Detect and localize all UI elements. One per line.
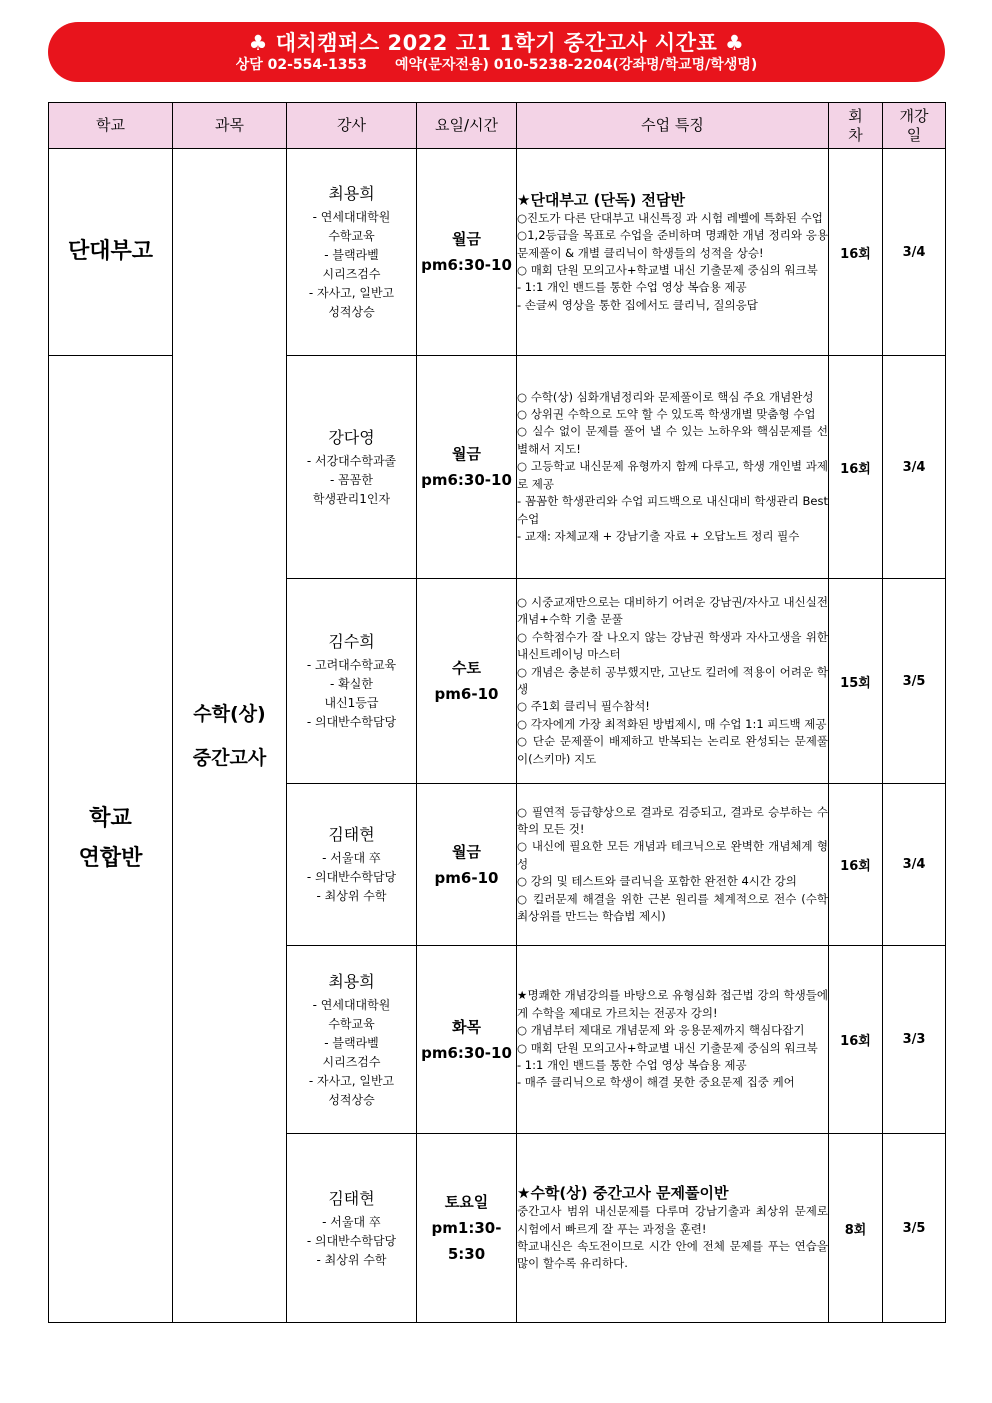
start-date: 3/3 <box>883 946 946 1134</box>
teacher-info: - 서울대 卒 - 의대반수학담당 - 최상위 수학 <box>306 1214 397 1267</box>
features-text: ○진도가 다른 단대부고 내신특징 과 시험 레벨에 특화된 수업 ○1,2등급을 목표로 수업을 준비하며 명쾌한 개념 정리와 응용문제풀이 & 개별 클리닉이 학생들의 성적을 상승! ○ 매회 단원 모의고사+학교별 내신 기출문제 중심의 워크북 - 1:1 개인 밴드를 통한 수업 영상 복습용 제공 - 손글씨 영상을 통한 집에서도 클리닉, 질의응답 <box>517 210 828 312</box>
session-count: 16회 <box>829 356 883 579</box>
teacher-name: 김태현 <box>328 1188 375 1208</box>
col-header-count: 회 차 <box>829 103 883 149</box>
start-date: 3/4 <box>883 784 946 946</box>
features-text: ★명쾌한 개념강의를 바탕으로 유형심화 접근법 강의 학생들에게 수학을 제대로 가르치는 전공자 강의! ○ 개념부터 제대로 개념문제 와 응용문제까지 핵심다잡기 ○ 매회 단원 모의고사+학교별 내신 기출문제 중심의 워크북 - 1:1 개인 밴드를 통한 수업 영상 복습용 제공 - 매주 클리닉으로 학생이 해결 못한 중요문제 집중 케어 <box>517 988 828 1090</box>
reservation-phone: 예약(문자전용) 010-5238-2204(강좌명/학교명/학생명) <box>394 57 758 73</box>
class-features <box>517 149 829 356</box>
start-date: 3/4 <box>883 356 946 579</box>
subject-name: 수학(상) 중간고사 <box>173 149 287 1323</box>
class-features <box>517 946 829 1134</box>
teacher-info: - 서울대 卒 - 의대반수학담당 - 최상위 수학 <box>306 851 397 903</box>
col-header-teacher: 강사 <box>287 103 417 149</box>
table-row <box>49 149 946 356</box>
col-header-features: 수업 특징 <box>517 103 829 149</box>
features-text: ○ 필연적 등급향상으로 결과로 검증되고, 결과로 승부하는 수학의 모든 것! ○ 내신에 필요한 모든 개념과 테크닉으로 완벽한 개념체계 형성 ○ 강의 및 테스트와 클리닉을 포함한 완전한 4시간 강의 ○ 킬러문제 해결을 위한 근본 원리를 체계적으로 전수 (수학 최상위를 만드는 학습법 제시) <box>517 804 828 924</box>
class-features <box>517 579 829 784</box>
class-features <box>517 1134 829 1323</box>
teacher-info: - 연세대대학원 수학교육 - 블랙라벨 시리즈검수 - 자사고, 일반고 성적상승 <box>308 997 395 1107</box>
class-features <box>517 356 829 579</box>
school-name: 단대부고 <box>49 149 173 356</box>
class-time: 월금 pm6:30-10 <box>417 149 517 356</box>
teacher-name: 강다영 <box>328 427 375 447</box>
session-count: 16회 <box>829 946 883 1134</box>
school-name: 학교 연합반 <box>49 356 173 1323</box>
contact-phone: 상담 02-554-1353 <box>235 57 367 73</box>
teacher-cell <box>287 784 417 946</box>
schedule-table <box>48 102 946 1323</box>
class-time: 월금 pm6:30-10 <box>417 356 517 579</box>
col-header-start: 개강 일 <box>883 103 946 149</box>
col-header-school: 학교 <box>49 103 173 149</box>
teacher-name: 최용희 <box>328 971 375 991</box>
table-header-row <box>49 103 946 149</box>
teacher-cell <box>287 149 417 356</box>
contact-line <box>48 55 945 75</box>
start-date: 3/5 <box>883 579 946 784</box>
features-heading: ★단대부고 (단독) 전담반 <box>517 190 686 209</box>
features-text: 중간고사 범위 내신문제를 다루며 강남기출과 최상위 문제로 시험에서 빠르게 잘 푸는 과정을 훈련! 학교내신은 속도전이므로 시간 안에 전체 문제를 푸는 연습을 많이 할수록 유리하다. <box>517 1204 828 1271</box>
features-text: ○ 시중교재만으로는 대비하기 어려운 강남권/자사고 내신실전 개념+수학 기출 문풀 ○ 수학점수가 잘 나오지 않는 강남권 학생과 자사고생을 위한 내신트레이닝 마스터 ○ 개념은 충분히 공부했지만, 고난도 킬러에 적용이 어려운 학생 ○ 주1회 클리닉 필수참석! ○ 각자에게 가장 최적화된 방법제시, 매 수업 1:1 피드백 제공 ○ 단순 문제풀이 배제하고 반복되는 논리로 완성되는 문제풀이(스키마) 지도 <box>517 594 828 766</box>
teacher-info: - 서강대수학과졸 - 꼼꼼한 학생관리1인자 <box>306 453 397 506</box>
session-count: 8회 <box>829 1134 883 1323</box>
class-time: 수토 pm6-10 <box>417 579 517 784</box>
session-count: 16회 <box>829 784 883 946</box>
teacher-cell <box>287 356 417 579</box>
start-date: 3/4 <box>883 149 946 356</box>
teacher-name: 김태현 <box>328 825 375 844</box>
teacher-name: 김수희 <box>328 632 375 651</box>
session-count: 15회 <box>829 579 883 784</box>
title-banner <box>48 22 945 82</box>
class-time: 월금 pm6-10 <box>417 784 517 946</box>
class-features <box>517 784 829 946</box>
teacher-cell <box>287 1134 417 1323</box>
teacher-cell <box>287 946 417 1134</box>
teacher-info: - 고려대수학교육 - 확실한 내신1등급 - 의대반수학담당 <box>306 658 397 729</box>
class-time: 화목 pm6:30-10 <box>417 946 517 1134</box>
class-time: 토요일 pm1:30- 5:30 <box>417 1134 517 1323</box>
teacher-cell <box>287 579 417 784</box>
start-date: 3/5 <box>883 1134 946 1323</box>
col-header-time: 요일/시간 <box>417 103 517 149</box>
col-header-subject: 과목 <box>173 103 287 149</box>
session-count: 16회 <box>829 149 883 356</box>
page-title: ♣ 대치캠퍼스 2022 고1 1학기 중간고사 시간표 ♣ <box>248 31 745 55</box>
features-text: ○ 수학(상) 심화개념정리와 문제풀이로 핵심 주요 개념완성 ○ 상위권 수학으로 도약 할 수 있도록 학생개별 맞춤형 수업 ○ 실수 없이 문제를 풀어 낼 수 있는 노하우와 핵심문제를 선별해서 지도! ○ 고등학교 내신문제 유형까지 함께 다루고, 학생 개인별 과제로 제공 - 꼼꼼한 학생관리와 수업 피드백으로 내신대비 학생관리 Best수업 - 교재: 자체교재 + 강남기출 자료 + 오답노트 정리 필수 <box>517 389 828 543</box>
teacher-name: 최용희 <box>328 184 375 203</box>
teacher-info: - 연세대대학원 수학교육 - 블랙라벨 시리즈검수 - 자사고, 일반고 성적상승 <box>308 210 395 319</box>
features-heading: ★수학(상) 중간고사 문제풀이반 <box>517 1184 729 1203</box>
